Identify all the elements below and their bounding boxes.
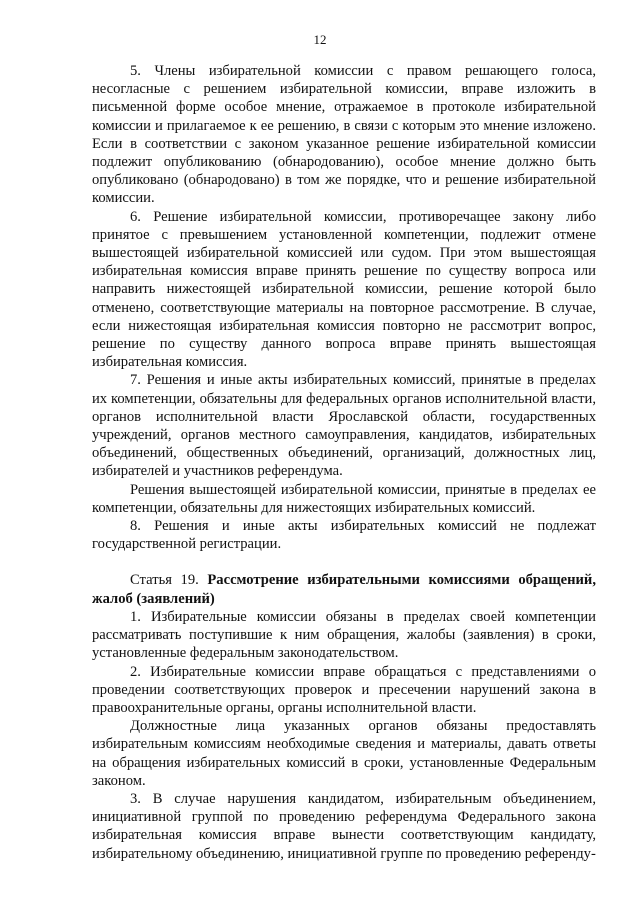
article-19-paragraph-2: 2. Избирательные комиссии вправе обращаться с представлениями о проведении соответствующих проверок и пресечении нарушений закона в правоохранительные органы, органы исполнительной власти. [92, 663, 596, 716]
paragraph-8-no-registration: 8. Решения и иные акты избирательных комиссий не подлежат государственной регистрации. [92, 518, 596, 553]
document-body [92, 62, 596, 863]
article-19-paragraph-1: 1. Избирательные комиссии обязаны в пределах своей компетенции рассматривать поступившие к ним обращения, жалобы (заявления) в сроки, установленные федеральным законодательством. [92, 608, 596, 662]
article-heading [92, 571, 596, 607]
article-19-officials-obligation: Должностные лица указанных органов обязаны предоставлять избирательным комиссиям необходимые сведения и материалы, давать ответы на обращения избирательных комиссий в сроки, установленные Федеральным законом. [92, 718, 596, 789]
paragraph-5-dissenting-opinion: 5. Члены избирательной комиссии с правом решающего голоса, несогласные с решением избирательной комиссии, вправе изложить в письменной форме особое мнение, отражаемое в протоколе избирательной комиссии и прилагаемое к ее решению, в связи с которым это мнение изложено. Если в соответствии с законом указанное решение избирательной комиссии подлежит опубликованию (обнародованию), особое мнение должно быть опубликовано (обнародовано) в том же порядке, что и решение избирательной комиссии. [92, 63, 596, 207]
article-title: Рассмотрение избирательными комиссиями обращений, жалоб (заявлений) [92, 572, 596, 607]
paragraph-6-decision-annulment: 6. Решение избирательной комиссии, противоречащее закону либо принятое с превышением установленной компетенции, подлежит отмене вышестоящей избирательной комиссией или судом. При этом вышестоящая избирательная комиссия вправе принять решение по существу вопроса или направить нижестоящей избирательной комиссии, решение которой было отменено, соответствующие материалы на повторное рассмотрение. В случае, если нижестоящая избирательная комиссия повторно не рассмотрит вопрос, решение по существу данного вопроса вправе принять вышестоящая избирательная комиссия. [92, 208, 596, 371]
article-number: Статья 19. [130, 572, 208, 589]
paragraph-7-binding-acts: 7. Решения и иные акты избирательных комиссий, принятые в пределах их компетенции, обязательны для федеральных органов исполнительной власти, органов исполнительной власти Ярославской области, государственных учреждений, органов местного самоуправления, кандидатов, избирательных объединений, общественных объединений, организаций, должностных лиц, избирателей и участников референдума. [92, 372, 596, 480]
section-gap [92, 553, 596, 571]
page-number: 12 [313, 32, 327, 47]
article-19-paragraph-3: 3. В случае нарушения кандидатом, избирательным объединением, инициативной группой по проведению референдума Федерального закона избирательная комиссия вправе вынести соответствующим кандидату, избирательному объединению, инициативной группе по проведению референду- [92, 790, 596, 862]
paragraph-higher-commission-decisions: Решения вышестоящей избирательной комиссии, принятые в пределах ее компетенции, обязательны для нижестоящих избирательных комиссий. [92, 481, 596, 516]
